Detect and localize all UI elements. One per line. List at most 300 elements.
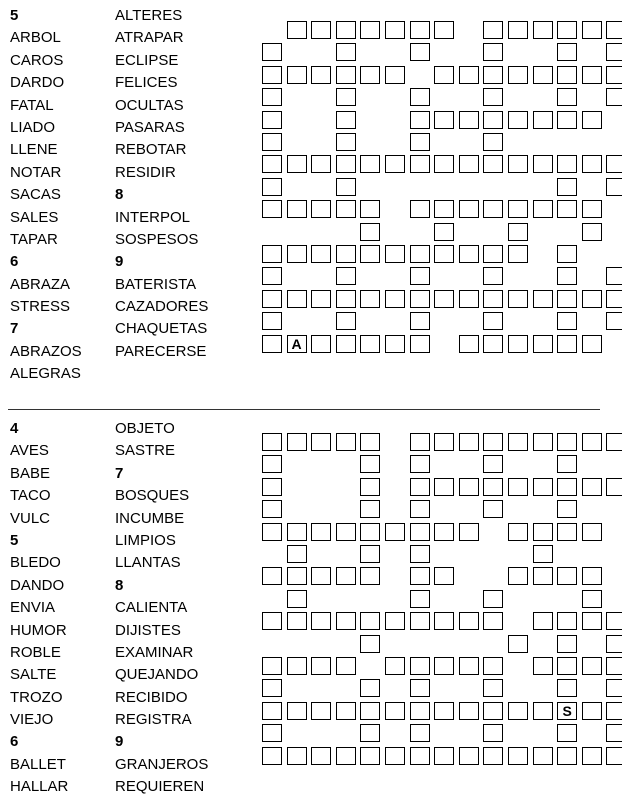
- grid-cell[interactable]: [385, 155, 405, 173]
- grid-cell[interactable]: [508, 747, 528, 765]
- grid-cell[interactable]: [606, 679, 622, 697]
- grid-cell[interactable]: [582, 111, 602, 129]
- grid-cell[interactable]: [262, 111, 282, 129]
- grid-cell[interactable]: [533, 657, 553, 675]
- grid-cell[interactable]: [287, 523, 307, 541]
- grid-cell[interactable]: [311, 335, 331, 353]
- grid-cell[interactable]: [287, 612, 307, 630]
- grid-cell[interactable]: [606, 290, 622, 308]
- grid-cell[interactable]: [557, 635, 577, 653]
- grid-cell[interactable]: [582, 200, 602, 218]
- grid-cell[interactable]: [434, 523, 454, 541]
- grid-cell[interactable]: [533, 545, 553, 563]
- grid-cell[interactable]: [483, 290, 503, 308]
- grid-cell[interactable]: [434, 111, 454, 129]
- grid-cell[interactable]: [582, 223, 602, 241]
- grid-cell[interactable]: [311, 155, 331, 173]
- grid-cell[interactable]: [508, 335, 528, 353]
- grid-cell[interactable]: [434, 245, 454, 263]
- word-list-item: INCUMBE: [115, 509, 185, 527]
- grid-cell[interactable]: [287, 155, 307, 173]
- grid-cell[interactable]: [557, 747, 577, 765]
- grid-cell[interactable]: [582, 747, 602, 765]
- grid-cell[interactable]: [410, 290, 430, 308]
- grid-cell[interactable]: A: [287, 335, 307, 353]
- grid-cell[interactable]: [557, 567, 577, 585]
- grid-cell[interactable]: [336, 747, 356, 765]
- grid-cell[interactable]: [410, 43, 430, 61]
- grid-cell[interactable]: [262, 312, 282, 330]
- grid-cell[interactable]: [606, 88, 622, 106]
- grid-cell[interactable]: [287, 433, 307, 451]
- grid-cell[interactable]: [533, 567, 553, 585]
- grid-cell[interactable]: [434, 657, 454, 675]
- grid-cell[interactable]: [533, 21, 553, 39]
- grid-cell[interactable]: [262, 290, 282, 308]
- grid-cell[interactable]: [360, 335, 380, 353]
- word-list-item: BALLET: [10, 755, 66, 773]
- grid-cell[interactable]: [582, 433, 602, 451]
- grid-cell[interactable]: [459, 747, 479, 765]
- grid-cell[interactable]: [557, 500, 577, 518]
- grid-cell[interactable]: [557, 245, 577, 263]
- grid-cell[interactable]: [508, 702, 528, 720]
- grid-cell[interactable]: [360, 290, 380, 308]
- grid-cell[interactable]: [262, 523, 282, 541]
- grid-cell[interactable]: [410, 133, 430, 151]
- grid-cell[interactable]: [311, 612, 331, 630]
- grid-cell[interactable]: [508, 290, 528, 308]
- grid-cell[interactable]: [557, 523, 577, 541]
- grid-cell[interactable]: [336, 133, 356, 151]
- grid-cell[interactable]: [483, 590, 503, 608]
- grid-cell[interactable]: S: [557, 702, 577, 720]
- grid-cell[interactable]: [410, 523, 430, 541]
- grid-cell[interactable]: [410, 111, 430, 129]
- grid-cell[interactable]: [434, 200, 454, 218]
- grid-cell[interactable]: [360, 200, 380, 218]
- grid-cell[interactable]: [262, 724, 282, 742]
- grid-cell[interactable]: [557, 111, 577, 129]
- grid-cell[interactable]: [459, 290, 479, 308]
- grid-cell[interactable]: [533, 111, 553, 129]
- grid-cell[interactable]: [434, 21, 454, 39]
- grid-cell[interactable]: [262, 433, 282, 451]
- word-length-header: 5: [10, 7, 19, 24]
- grid-cell[interactable]: [557, 178, 577, 196]
- grid-cell[interactable]: [582, 590, 602, 608]
- grid-cell[interactable]: [483, 111, 503, 129]
- grid-cell[interactable]: [336, 567, 356, 585]
- grid-cell[interactable]: [385, 21, 405, 39]
- grid-cell[interactable]: [606, 43, 622, 61]
- grid-cell[interactable]: [262, 679, 282, 697]
- grid-cell[interactable]: [360, 478, 380, 496]
- grid-cell[interactable]: [508, 155, 528, 173]
- grid-cell[interactable]: [410, 312, 430, 330]
- grid-cell[interactable]: [483, 155, 503, 173]
- grid-cell[interactable]: [360, 155, 380, 173]
- grid-cell[interactable]: [385, 702, 405, 720]
- grid-cell[interactable]: [582, 335, 602, 353]
- grid-cell[interactable]: [508, 478, 528, 496]
- grid-cell[interactable]: [385, 290, 405, 308]
- grid-cell[interactable]: [508, 567, 528, 585]
- grid-cell[interactable]: [557, 21, 577, 39]
- grid-cell[interactable]: [606, 478, 622, 496]
- grid-cell[interactable]: [262, 43, 282, 61]
- grid-cell[interactable]: [508, 245, 528, 263]
- grid-cell[interactable]: [582, 66, 602, 84]
- word-length-header: 5: [10, 531, 19, 549]
- word-list-column-2: [115, 5, 208, 363]
- grid-cell[interactable]: [262, 245, 282, 263]
- grid-cell[interactable]: [410, 88, 430, 106]
- grid-cell[interactable]: [360, 567, 380, 585]
- grid-cell[interactable]: [582, 21, 602, 39]
- grid-cell[interactable]: [336, 702, 356, 720]
- grid-cell[interactable]: [533, 155, 553, 173]
- grid-cell[interactable]: [557, 724, 577, 742]
- grid-cell[interactable]: [410, 200, 430, 218]
- grid-cell[interactable]: [311, 702, 331, 720]
- grid-cell[interactable]: [360, 702, 380, 720]
- grid-cell[interactable]: [483, 478, 503, 496]
- grid-cell[interactable]: [483, 66, 503, 84]
- grid-cell[interactable]: [459, 478, 479, 496]
- grid-cell[interactable]: [483, 500, 503, 518]
- grid-cell[interactable]: [410, 500, 430, 518]
- grid-cell[interactable]: [410, 335, 430, 353]
- grid-cell[interactable]: [533, 702, 553, 720]
- grid-cell[interactable]: [410, 567, 430, 585]
- grid-cell[interactable]: [287, 590, 307, 608]
- grid-cell[interactable]: [606, 155, 622, 173]
- grid-cell[interactable]: [311, 523, 331, 541]
- grid-cell[interactable]: [557, 312, 577, 330]
- grid-cell[interactable]: [385, 657, 405, 675]
- grid-cell[interactable]: [533, 478, 553, 496]
- grid-cell[interactable]: [582, 290, 602, 308]
- grid-cell[interactable]: [533, 200, 553, 218]
- grid-cell[interactable]: [533, 290, 553, 308]
- grid-cell[interactable]: [606, 702, 622, 720]
- grid-cell[interactable]: [459, 657, 479, 675]
- grid-cell[interactable]: [385, 747, 405, 765]
- grid-cell[interactable]: [336, 657, 356, 675]
- grid-cell[interactable]: [557, 657, 577, 675]
- word-list-column-2: [115, 418, 208, 799]
- grid-cell[interactable]: [287, 545, 307, 563]
- grid-cell[interactable]: [582, 657, 602, 675]
- grid-cell[interactable]: [434, 702, 454, 720]
- grid-cell[interactable]: [533, 335, 553, 353]
- grid-cell[interactable]: [483, 43, 503, 61]
- word-list-item: SACAS: [10, 186, 61, 204]
- grid-cell[interactable]: [483, 657, 503, 675]
- grid-cell[interactable]: [410, 455, 430, 473]
- grid-cell[interactable]: [262, 178, 282, 196]
- grid-cell[interactable]: [262, 747, 282, 765]
- grid-cell[interactable]: [557, 88, 577, 106]
- grid-cell[interactable]: [336, 523, 356, 541]
- grid-cell[interactable]: [606, 612, 622, 630]
- grid-cell[interactable]: [287, 290, 307, 308]
- grid-cell[interactable]: [410, 747, 430, 765]
- grid-cell[interactable]: [459, 245, 479, 263]
- grid-cell[interactable]: [410, 724, 430, 742]
- grid-cell[interactable]: [483, 200, 503, 218]
- grid-cell[interactable]: [557, 478, 577, 496]
- grid-cell[interactable]: [557, 290, 577, 308]
- grid-cell[interactable]: [606, 312, 622, 330]
- grid-cell[interactable]: [459, 702, 479, 720]
- grid-cell[interactable]: [262, 478, 282, 496]
- grid-cell[interactable]: [410, 679, 430, 697]
- grid-cell[interactable]: [262, 335, 282, 353]
- grid-cell[interactable]: [410, 21, 430, 39]
- grid-cell[interactable]: [360, 523, 380, 541]
- grid-cell[interactable]: [287, 702, 307, 720]
- grid-cell[interactable]: [606, 267, 622, 285]
- grid-cell[interactable]: [483, 88, 503, 106]
- grid-cell[interactable]: [360, 747, 380, 765]
- grid-cell[interactable]: [311, 567, 331, 585]
- grid-cell[interactable]: [410, 478, 430, 496]
- grid-cell[interactable]: [262, 200, 282, 218]
- grid-cell[interactable]: [385, 523, 405, 541]
- grid-cell[interactable]: [557, 66, 577, 84]
- grid-cell[interactable]: [459, 433, 479, 451]
- grid-cell[interactable]: [533, 433, 553, 451]
- grid-cell[interactable]: [410, 245, 430, 263]
- grid-cell[interactable]: [508, 111, 528, 129]
- grid-cell[interactable]: [262, 66, 282, 84]
- grid-cell[interactable]: [434, 567, 454, 585]
- grid-cell[interactable]: [410, 590, 430, 608]
- grid-cell[interactable]: [606, 66, 622, 84]
- grid-cell[interactable]: [508, 200, 528, 218]
- grid-cell[interactable]: [336, 21, 356, 39]
- grid-cell[interactable]: [262, 612, 282, 630]
- grid-cell[interactable]: [311, 200, 331, 218]
- grid-cell[interactable]: [262, 702, 282, 720]
- grid-cell[interactable]: [262, 155, 282, 173]
- grid-cell[interactable]: [582, 478, 602, 496]
- grid-cell[interactable]: [336, 612, 356, 630]
- grid-cell[interactable]: [508, 21, 528, 39]
- grid-cell[interactable]: [262, 567, 282, 585]
- grid-cell[interactable]: [410, 657, 430, 675]
- word-list-item: ALEGRAS: [10, 365, 81, 383]
- grid-cell[interactable]: [459, 523, 479, 541]
- grid-cell[interactable]: [434, 478, 454, 496]
- grid-cell[interactable]: [557, 267, 577, 285]
- grid-cell[interactable]: [533, 612, 553, 630]
- word-list-item: ENVIA: [10, 599, 56, 617]
- grid-cell[interactable]: [557, 155, 577, 173]
- grid-cell[interactable]: [557, 335, 577, 353]
- grid-cell[interactable]: [483, 702, 503, 720]
- grid-cell[interactable]: [336, 111, 356, 129]
- grid-cell[interactable]: [336, 433, 356, 451]
- grid-cell[interactable]: [459, 66, 479, 84]
- grid-cell[interactable]: [262, 500, 282, 518]
- grid-cell[interactable]: [360, 245, 380, 263]
- grid-cell[interactable]: [287, 21, 307, 39]
- grid-cell[interactable]: [434, 155, 454, 173]
- grid-cell[interactable]: [336, 66, 356, 84]
- grid-cell[interactable]: [336, 200, 356, 218]
- grid-cell[interactable]: [434, 66, 454, 84]
- word-list-item: CHAQUETAS: [115, 320, 208, 338]
- grid-cell[interactable]: [410, 545, 430, 563]
- grid-cell[interactable]: [262, 133, 282, 151]
- grid-cell[interactable]: [434, 612, 454, 630]
- grid-cell[interactable]: [557, 679, 577, 697]
- grid-cell[interactable]: [557, 43, 577, 61]
- grid-cell[interactable]: [483, 312, 503, 330]
- grid-cell[interactable]: [483, 679, 503, 697]
- grid-cell[interactable]: [311, 747, 331, 765]
- grid-cell[interactable]: [459, 200, 479, 218]
- word-list-item: FELICES: [115, 74, 178, 92]
- grid-cell[interactable]: [557, 612, 577, 630]
- grid-cell[interactable]: [483, 133, 503, 151]
- grid-cell[interactable]: [360, 545, 380, 563]
- grid-cell[interactable]: [385, 245, 405, 263]
- grid-cell[interactable]: [483, 245, 503, 263]
- word-list-item: CALIENTA: [115, 599, 188, 617]
- grid-cell[interactable]: [287, 245, 307, 263]
- grid-cell[interactable]: [311, 66, 331, 84]
- grid-cell[interactable]: [483, 455, 503, 473]
- grid-cell[interactable]: [385, 335, 405, 353]
- grid-cell[interactable]: [336, 178, 356, 196]
- grid-cell[interactable]: [311, 245, 331, 263]
- grid-cell[interactable]: [459, 335, 479, 353]
- grid-cell[interactable]: [483, 433, 503, 451]
- grid-cell[interactable]: [557, 200, 577, 218]
- grid-cell[interactable]: [606, 635, 622, 653]
- grid-cell[interactable]: [434, 223, 454, 241]
- grid-cell[interactable]: [336, 245, 356, 263]
- grid-cell[interactable]: [336, 312, 356, 330]
- grid-cell[interactable]: [360, 500, 380, 518]
- grid-cell[interactable]: [262, 88, 282, 106]
- grid-cell[interactable]: [483, 267, 503, 285]
- word-list-item: SALTE: [10, 666, 57, 684]
- grid-cell[interactable]: [287, 567, 307, 585]
- grid-cell[interactable]: [582, 702, 602, 720]
- word-list-item: INTERPOL: [115, 208, 191, 226]
- grid-cell[interactable]: [360, 612, 380, 630]
- grid-cell[interactable]: [508, 523, 528, 541]
- grid-cell[interactable]: [508, 433, 528, 451]
- grid-cell[interactable]: [410, 702, 430, 720]
- grid-cell[interactable]: [459, 111, 479, 129]
- grid-cell[interactable]: [287, 200, 307, 218]
- grid-cell[interactable]: [533, 523, 553, 541]
- grid-cell[interactable]: [410, 267, 430, 285]
- grid-cell[interactable]: [360, 724, 380, 742]
- grid-cell[interactable]: [336, 267, 356, 285]
- grid-cell[interactable]: [262, 455, 282, 473]
- grid-cell[interactable]: [336, 290, 356, 308]
- grid-cell[interactable]: [606, 657, 622, 675]
- grid-cell[interactable]: [360, 433, 380, 451]
- grid-cell[interactable]: [459, 612, 479, 630]
- grid-cell[interactable]: [287, 657, 307, 675]
- grid-cell[interactable]: [311, 290, 331, 308]
- grid-cell[interactable]: [606, 724, 622, 742]
- grid-cell[interactable]: [410, 433, 430, 451]
- grid-cell[interactable]: [336, 88, 356, 106]
- grid-cell[interactable]: [360, 21, 380, 39]
- grid-cell[interactable]: [483, 21, 503, 39]
- grid-cell[interactable]: [385, 66, 405, 84]
- word-list-item: OCULTAS: [115, 96, 184, 114]
- grid-cell[interactable]: [508, 223, 528, 241]
- grid-cell[interactable]: [360, 635, 380, 653]
- grid-cell[interactable]: [360, 455, 380, 473]
- grid-cell[interactable]: [262, 657, 282, 675]
- grid-cell[interactable]: [557, 433, 577, 451]
- grid-cell[interactable]: [606, 21, 622, 39]
- grid-cell[interactable]: [533, 66, 553, 84]
- grid-cell[interactable]: [410, 155, 430, 173]
- grid-cell[interactable]: [582, 523, 602, 541]
- grid-cell[interactable]: [508, 66, 528, 84]
- grid-cell[interactable]: [336, 335, 356, 353]
- grid-cell[interactable]: [360, 66, 380, 84]
- grid-cell[interactable]: [287, 747, 307, 765]
- grid-cell[interactable]: [508, 635, 528, 653]
- grid-cell[interactable]: [606, 747, 622, 765]
- grid-cell[interactable]: [606, 178, 622, 196]
- grid-cell[interactable]: [287, 66, 307, 84]
- grid-cell[interactable]: [582, 612, 602, 630]
- grid-cell[interactable]: [582, 155, 602, 173]
- grid-cell[interactable]: [311, 433, 331, 451]
- word-list-item: STRESS: [10, 298, 71, 316]
- grid-cell[interactable]: [336, 43, 356, 61]
- grid-cell[interactable]: [262, 267, 282, 285]
- word-list-item: ARBOL: [10, 29, 61, 47]
- grid-cell[interactable]: [483, 612, 503, 630]
- grid-cell[interactable]: [582, 567, 602, 585]
- grid-cell[interactable]: [311, 657, 331, 675]
- grid-cell[interactable]: [385, 612, 405, 630]
- grid-cell[interactable]: [557, 455, 577, 473]
- grid-cell[interactable]: [459, 155, 479, 173]
- grid-cell[interactable]: [360, 223, 380, 241]
- grid-cell[interactable]: [483, 747, 503, 765]
- grid-cell[interactable]: [336, 155, 356, 173]
- grid-cell[interactable]: [483, 335, 503, 353]
- grid-cell[interactable]: [360, 679, 380, 697]
- grid-cell[interactable]: [483, 724, 503, 742]
- grid-cell[interactable]: [533, 747, 553, 765]
- grid-cell[interactable]: [410, 612, 430, 630]
- grid-cell[interactable]: [434, 290, 454, 308]
- grid-cell[interactable]: [606, 433, 622, 451]
- word-list-item: LIADO: [10, 118, 56, 136]
- grid-cell[interactable]: [311, 21, 331, 39]
- word-list-item: CAZADORES: [115, 298, 209, 316]
- grid-cell[interactable]: [434, 747, 454, 765]
- grid-cell[interactable]: [434, 433, 454, 451]
